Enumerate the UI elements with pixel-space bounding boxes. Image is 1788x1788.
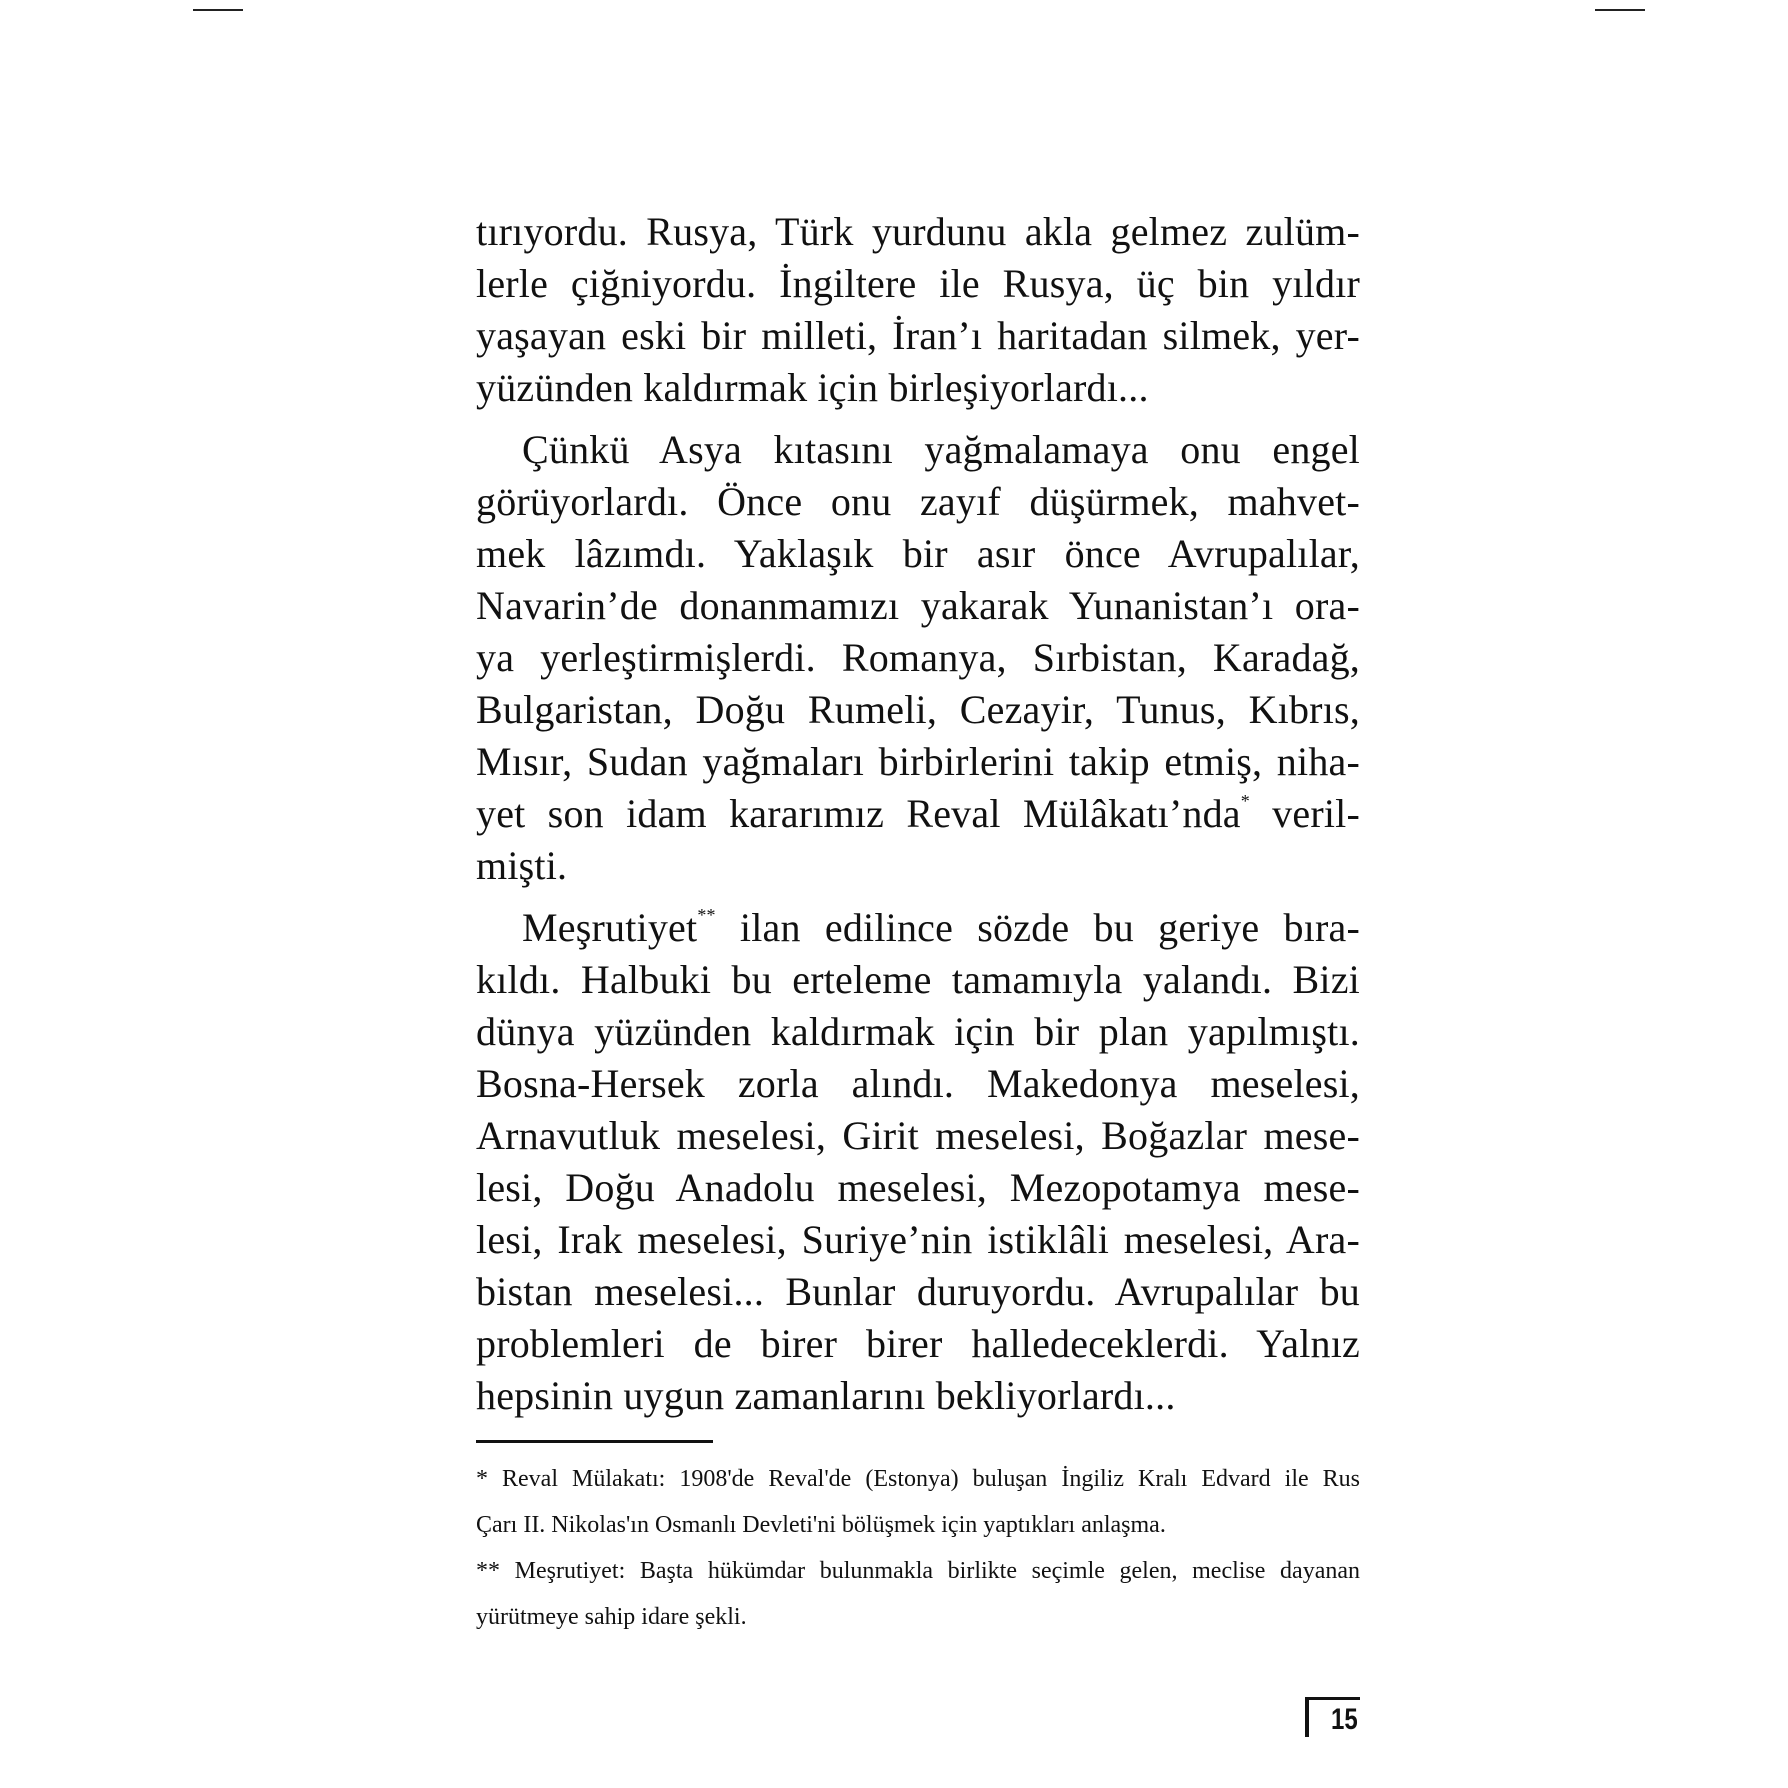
text-segment: yet son idam kararımız Reval Mülâkatı’nda: [476, 791, 1241, 836]
paragraph-2: [476, 424, 1360, 892]
paragraph-3: [476, 902, 1360, 1422]
crop-mark-left: [193, 9, 243, 11]
text-line: tırıyordu. Rusya, Türk yurdunu akla gelmez zulüm-: [476, 209, 1360, 254]
text-line: lesi, Doğu Anadolu meselesi, Mezopotamya mese-: [476, 1165, 1360, 1210]
text-line: bistan meselesi... Bunlar duruyordu. Avrupalılar bu: [476, 1269, 1360, 1314]
footnote-divider: [476, 1440, 713, 1443]
text-line: yaşayan eski bir milleti, İran’ı haritadan silmek, yer-: [476, 313, 1360, 358]
footnote-line: yürütmeye sahip idare şekli.: [476, 1604, 747, 1630]
text-line: Navarin’de donanmamızı yakarak Yunanistan’ı ora-: [476, 583, 1360, 628]
text-segment: veril-: [1249, 791, 1360, 836]
footnote-line: Çarı II. Nikolas'ın Osmanlı Devleti'ni bölüşmek için yaptıkları anlaşma.: [476, 1512, 1166, 1538]
text-line: dünya yüzünden kaldırmak için bir plan yapılmıştı.: [476, 1009, 1360, 1054]
footnote-1: [476, 1456, 1360, 1548]
footnote-mark-1: *: [1240, 791, 1250, 811]
text-line-with-footnote-mark: [476, 902, 1360, 954]
footnote-2: [476, 1548, 1360, 1640]
paragraph-1: [476, 206, 1360, 414]
text-segment: ilan edilince sözde bu geriye bıra-: [715, 905, 1360, 950]
text-line: yüzünden kaldırmak için birleşiyorlardı...: [476, 365, 1149, 410]
text-line: Mısır, Sudan yağmaları birbirlerini takip etmiş, niha-: [476, 739, 1360, 784]
footnote-line: * Reval Mülakatı: 1908'de Reval'de (Estonya) buluşan İngiliz Kralı Edvard ile Rus: [476, 1466, 1360, 1492]
text-line: mek lâzımdı. Yaklaşık bir asır önce Avrupalılar,: [476, 531, 1360, 576]
text-line: ya yerleştirmişlerdi. Romanya, Sırbistan, Karadağ,: [476, 635, 1360, 680]
body-text: [476, 206, 1360, 1432]
crop-mark-right: [1595, 9, 1645, 11]
text-line: Bosna-Hersek zorla alındı. Makedonya meselesi,: [476, 1061, 1360, 1106]
text-line: Bulgaristan, Doğu Rumeli, Cezayir, Tunus, Kıbrıs,: [476, 687, 1360, 732]
text-line: mişti.: [476, 843, 568, 888]
text-line: kıldı. Halbuki bu erteleme tamamıyla yalandı. Bizi: [476, 957, 1360, 1002]
text-line: hepsinin uygun zamanlarını bekliyorlardı...: [476, 1373, 1176, 1418]
text-line: Çünkü Asya kıtasını yağmalamaya onu engel: [522, 427, 1360, 472]
text-line: lerle çiğniyordu. İngiltere ile Rusya, üç bin yıldır: [476, 261, 1360, 306]
footnotes: [476, 1456, 1360, 1640]
text-line: problemleri de birer birer halledeceklerdi. Yalnız: [476, 1321, 1360, 1366]
footnote-line: ** Meşrutiyet: Başta hükümdar bulunmakla birlikte seçimle gelen, meclise dayanan: [476, 1558, 1360, 1584]
text-line: görüyorlardı. Önce onu zayıf düşürmek, mahvet-: [476, 479, 1360, 524]
text-line: Arnavutluk meselesi, Girit meselesi, Boğazlar mese-: [476, 1113, 1360, 1158]
text-line-with-footnote-mark: [476, 788, 1360, 840]
footnote-mark-2: **: [697, 905, 716, 925]
page-number: 15: [1331, 1703, 1358, 1736]
text-segment: Meşrutiyet: [522, 905, 698, 950]
text-line: lesi, Irak meselesi, Suriye’nin istiklâli meselesi, Ara-: [476, 1217, 1360, 1262]
